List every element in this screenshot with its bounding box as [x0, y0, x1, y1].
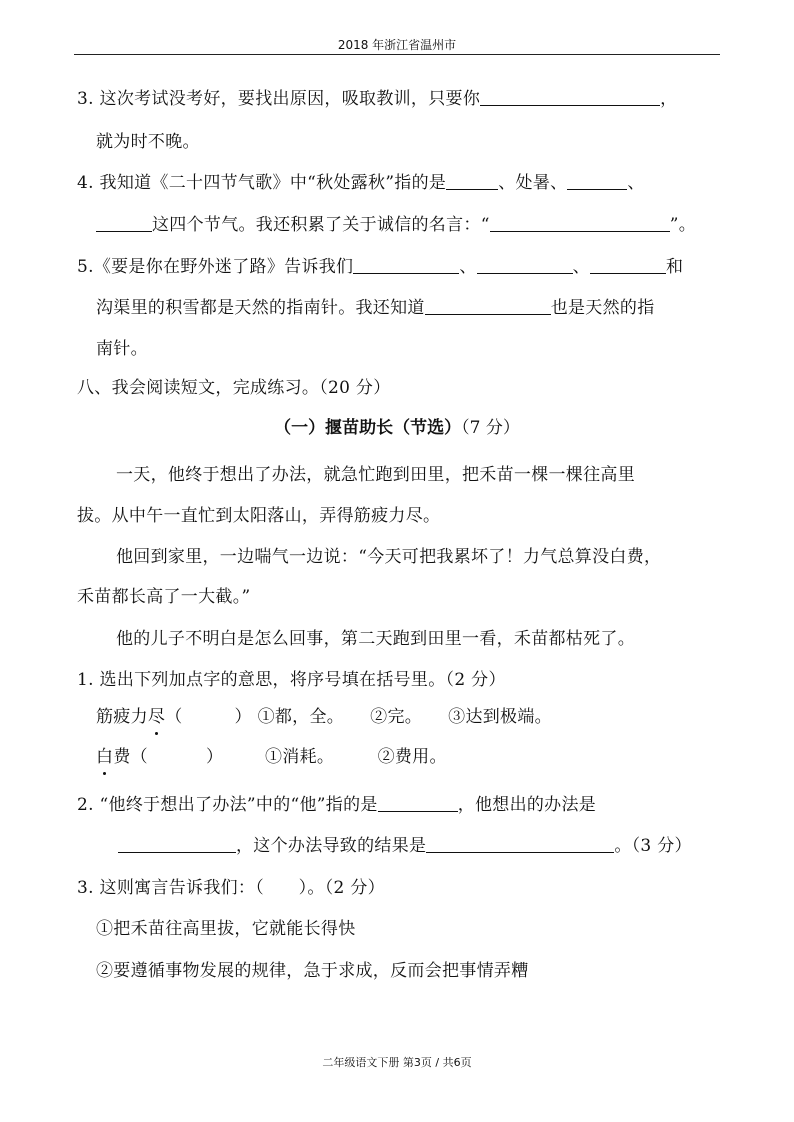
- q1-prompt: 1. 选出下列加点字的意思，将序号填在括号里。（2 分）: [77, 670, 506, 690]
- q7-item4-text-c: 、: [627, 173, 645, 193]
- q7-item4-blank-2[interactable]: [567, 172, 627, 190]
- q7-item4-text-b: 、处暑、: [498, 173, 568, 193]
- q7-item5-text-c: 、: [572, 257, 590, 277]
- q1-row1-word-pre: 筋疲力: [96, 707, 148, 727]
- q3-prompt: 3. 这则寓言告诉我们：（ ）。（2 分）: [77, 878, 385, 898]
- q7-item5-blank-1[interactable]: [353, 256, 459, 274]
- header-divider: [74, 54, 720, 55]
- q7-item5-text-a: 5.《要是你在野外迷了路》告诉我们: [77, 257, 354, 277]
- q7-item4-blank-4[interactable]: [490, 214, 670, 232]
- passage-p2-line1: 他回到家里，一边喘气一边说：“今天可把我累坏了！力气总算没白费，: [116, 547, 662, 567]
- q2-line1: [77, 794, 596, 816]
- q7-item4-blank-1[interactable]: [446, 172, 498, 190]
- q1-row2-options: ①消耗。 ②费用。: [264, 747, 447, 767]
- q7-item3-text-b: ，: [660, 89, 678, 109]
- q1-row1-paren-close: ）: [234, 707, 252, 727]
- q7-item5-blank-2[interactable]: [477, 256, 573, 274]
- passage-p1-line2: 拔。从中午一直忙到太阳落山，弄得筋疲力尽。: [77, 506, 441, 526]
- q2-text-d: 。（3 分）: [614, 836, 692, 856]
- q7-item3-text-a: 3. 这次考试没考好，要找出原因，吸取教训，只要你: [77, 89, 481, 109]
- passage-p1-line1: 一天，他终于想出了办法，就急忙跑到田里，把禾苗一棵一棵往高里: [116, 465, 635, 485]
- q2-blank-2[interactable]: [118, 835, 236, 853]
- q7-item5-line1: [77, 256, 683, 278]
- q7-item4-blank-3[interactable]: [96, 214, 152, 232]
- page-footer: 二年级语文下册 第3页 / 共6页: [322, 1056, 472, 1069]
- q7-item4-line1: [77, 172, 645, 194]
- q2-text-a: 2. “他终于想出了办法”中的“他”指的是: [77, 795, 378, 815]
- q7-item3-blank[interactable]: [480, 88, 660, 106]
- q3-option-2: ②要遵循事物发展的规律，急于求成，反而会把事情弄糟: [96, 961, 529, 981]
- q7-item5-text-d: 和: [665, 257, 684, 277]
- q7-item5-text-f: 也是天然的指: [550, 298, 655, 318]
- q7-item5-text-e: 沟渠里的积雪都是天然的指南针。我还知道: [96, 298, 425, 318]
- q1-row2-dotted-char: 白: [96, 747, 114, 767]
- passage-p3-line1: 他的儿子不明白是怎么回事，第二天跑到田里一看，禾苗都枯死了。: [116, 629, 635, 649]
- passage-score: （7 分）: [461, 418, 520, 438]
- q3-option-1: ①把禾苗往高里拔，它就能长得快: [96, 919, 356, 939]
- q1-row2-paren-open: （: [130, 747, 148, 767]
- q1-row2: [96, 746, 447, 768]
- q7-item5-line2: [96, 297, 655, 319]
- q1-row1-dotted-char: 尽: [147, 707, 166, 727]
- q1-row2-word-post: 费: [113, 747, 131, 767]
- q2-blank-3[interactable]: [426, 835, 614, 853]
- passage-p2-line2: 禾苗都长高了一大截。”: [77, 587, 251, 607]
- q2-text-c: ，这个办法导致的结果是: [236, 836, 427, 856]
- q1-row1: [96, 706, 552, 728]
- passage-title: [0, 417, 794, 439]
- q7-item4-text-a: 4. 我知道《二十四节气歌》中“秋处露秋”指的是: [77, 173, 447, 193]
- q1-row1-paren-open: （: [165, 707, 183, 727]
- q1-row1-options: ①都，全。 ②完。 ③达到极端。: [257, 707, 552, 727]
- q7-item5-blank-3[interactable]: [590, 256, 666, 274]
- q7-item5-line3: 南针。: [96, 339, 148, 359]
- q7-item5-blank-4[interactable]: [425, 297, 551, 315]
- page-header: 2018 年浙江省温州市: [337, 38, 457, 52]
- q7-item3-line1: [77, 88, 677, 110]
- q7-item3-line2: 就为时不晚。: [96, 132, 200, 152]
- q7-item4-text-d: 这四个节气。我还积累了关于诚信的名言：“: [152, 215, 490, 235]
- q7-item5-text-b: 、: [459, 257, 477, 277]
- q2-blank-1[interactable]: [378, 794, 458, 812]
- q7-item4-text-e: ”。: [669, 215, 696, 235]
- q2-text-b: ，他想出的办法是: [457, 795, 597, 815]
- q7-item4-line2: [96, 214, 696, 236]
- q2-line2: [118, 835, 692, 857]
- section8-heading: 八、我会阅读短文，完成练习。（20 分）: [77, 378, 391, 398]
- passage-title-text: （一）揠苗助长（节选）: [274, 418, 462, 438]
- q1-row2-paren-close: ）: [205, 747, 224, 767]
